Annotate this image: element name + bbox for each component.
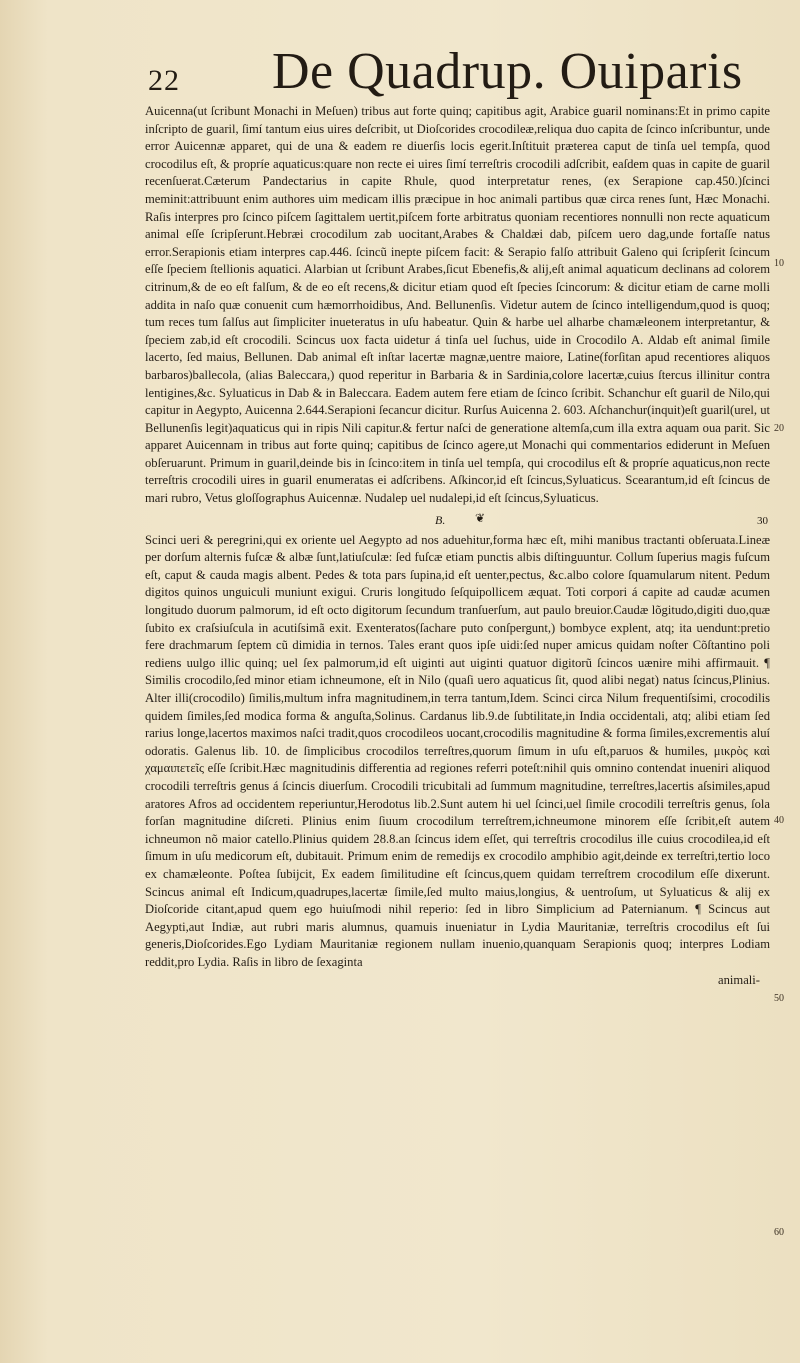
page-header — [140, 42, 760, 104]
signature-right: 30 — [757, 514, 768, 527]
catchword: animali- — [718, 972, 760, 987]
margin-number: 50 — [774, 993, 784, 1004]
text-body — [145, 103, 770, 989]
margin-number: 60 — [774, 1227, 784, 1238]
running-title: De Quadrup. Ouiparis — [272, 43, 743, 100]
signature-row — [145, 510, 770, 532]
margin-number: 40 — [774, 815, 784, 826]
signature-mark: B. — [435, 512, 446, 527]
paragraph-2: Scinci ueri & peregrini,qui ex oriente uel Aegypto ad nos aduehitur,forma hæc eſt, mihi manibus tractanti obſeruata.Lineæ per dorſum alternis fuſcæ & albæ ſunt,latiuſculæ: ſed fuſcæ etiam punctis albis diſtinguuntur. Collum ſuperius magis fuſcum eſt, caput & cauda magis albent. Pedes & tota pars ſupina,id eſt uenter,pectus, &c.albo colore ſquamularum nitent. Pedum digitos quinos unguiculi muniunt exigui. Cruris longitudo ſeſquipollicem æquat. Toti corpori á capite ad caudæ acumen longitudo duorum palmorum, id eſt octo digitorum ſecundum tranſuerſum, aut paulo breuior.Caudæ lõgitudo,digiti duo,quæ ſubito ex craſsiuſcula in acutiſsimã exit. Exenteratos(ſachare puto conſpergunt,) bombyce explent, atq; ita uendunt:pretio fere drachmarum ſeptem cũ dimidia in ternos. Tales erant quos ipſe uidi:ſed nuper amicus quidam noſter Cõſtantino poli rediens uulgo illic quinq; uel ſex palmorum,id eſt uiginti aut uiginti quatuor digitorũ ſcincos uænire mihi affirmauit. ¶ Similis crocodilo,ſed minor etiam ichneumone, eſt in Nilo (quaſi uero aquaticus ſit, quod alibi negat) natus ſcincus,Plinius. Alter illi(crocodilo) ſimilis,multum infra magnitudinem,in terra tantum,Idem. Scinci circa Nilum frequentiſsimi, crocodilis quidem ſimiles,ſed modica forma & anguſta,Solinus. Cardanus lib.9.de ſubtilitate,in India occidentali, atq; alibi etiam ſed rarius longe,lacertos maximos naſci tradit,quos crocodileos uocant,crocodilis magnitudine & forma ſimiles,excrementis aluí odoratis. Galenus lib. 10. de ſimplicibus crocodilos terreſtres,quorum ſimum in uſu eſt,paruos & humiles, μικρὸς καὶ χαμαιπετεῖς eſſe ſcribit.Hæc magnitudinis differentia ad regiones referri poteſt:nihil quis omnino contendat inueniri aliquod crocodili terreſtris genus á ſcincis diuerſum. Crocodili tricubitali ad ſummum magnitudine, terreſtres,lacertis aſsimiles,apud aratores Afros ad occidentem reperiuntur,Herodotus lib.2.Sunt autem hi uel ſcinci,uel ſimile crocodili terreſtris genus, ſola forſan magnitudine diſcreti. Plinius enim ſiuum crocodilum terreſtrem,ichneumone minorem eſſe ſcribit,eſt autem ichneumon nõ maior catello.Plinius quidem 28.8.an ſcincus idem eſſet, qui terreſtris crocodilus ille cuius crocodilea,id eſt ſimum in uſu medicorum eſt, dubitauit. Primum enim de remedijs ex crocodilo amphibio agit,deinde ex terreſtri,tertio loco ex chamæleonte. Poſtea ſubijcit, Ex eadem ſimilitudine eſt ſcincus,quem quidam terreſtrem crocodilum eſſe dixerunt. Scincus animal eſt Indicum,quadrupes,lacertæ ſimile,ſed multo maius,longius, & uentroſum, ut Syluaticus & alij ex Dioſcoride citant,apud quem ego huiuſmodi nihil reperio: ſed in libro Simplicium ad Paternianum. ¶ Scincus aut Aegypti,aut Indiæ, aut rubri maris alumnus, quamuis inueniatur in Lydia Mauritaniæ, terreſtris crocodilus eſt ſui generis,Dioſcorides.Ego Lydiam Mauritaniæ regionem nullam inuenio,quanquam Serapionis quoq; interpres Lodiam reddit,pro Lydia. Raſis in libro de ſexaginta — [145, 532, 770, 969]
margin-number: 10 — [774, 258, 784, 269]
ornament-icon: ❦ — [475, 510, 486, 525]
margin-number: 20 — [774, 423, 784, 434]
paragraph-1: Auicenna(ut ſcribunt Monachi in Meſuen) tribus aut forte quinq; capitibus agit, Arabice guaril nominans:Et in primo capite inſcripto de guaril, ſimí tantum eius uires deſcribit, ut Dioſcorides crocodileæ,reliqua duo capita de ſcinco inſcribuntur, unde error Auicennæ apparet, qui de una & eadem re diuerſis locis egerit.Inſtituit præterea caput de tinſa uel tempſa, quod crocodilus eſt, & propríe aquaticus:quare non recte ei uires ſimí terreſtris crocodili adſcribit, eaſdem quas in capite de guaril recenſuerat.Cæterum Pandectarius in capite Rhule, quod interpretatur renes, (ex Serapione cap.450.)ſcinci meminit:attribuunt enim authores uim medicam illis præcipue in hoc animali partibus quæ circa renes ſunt, Hæc Monachi. Raſis interpres pro ſcinco piſcem ſagittalem uertit,piſcem forte arbitratus quoniam recentiores nonnulli non recte aquaticum animal eſſe ſcripſerunt.Hebræi crocodilum zab uocitant,Arabes & Chaldæi dab, piſcem uero dag,unde fortaſſe natus error.Serapionis etiam interpres cap.446. ſcincũ inepte piſcem facit: & Serapio falſo attribuit Galeno qui ſcripſerit ſcincum eſſe ſpeciem ſtellionis aquatici. Alarbian ut ſcribunt Arabes,ſicut Ebenefis,& alij,eſt animal aquaticum declinans ad colorem citrinum,& de eo eſt falſum, & de eo eſt recens,& dicitur etiam quod eſt ſpecies ſcincorum: & dicitur etiam de carne molli addita in naſo quæ conuenit cum hæmorrhoidibus, And. Bellunenſis. Videtur autem de ſcinco intelligendum,quod is quoq; tum reces tum ſalſus aut ſimpliciter inueteratus in uſu habeatur. Quin & harbe uel alharbe chamæleonem interpretantur, & ſpeciem zab,id eſt crocodili. Scincus uox facta uidetur á tinſa uel ſuchus, uide in Crocodilo A. Aldab eſt animal ſimile lacerto, ſed maius, Bellunen. Dab animal eſt inſtar lacertæ magnæ,uentre maiore, Latine(forſitan apud recentiores aliquos barbaros)ballecola, (alias Baleccara,) quod reperitur in Barbaria & in Sardinia,colore lacertæ,cuius ſtercus illinitur contra lentigines,&c. Syluaticus in Dab & in Baleccara. Eadem autem fere etiam de ſcinco ſcribit. Schanchur eſt guaril de Nilo,qui capitur in Aegypto, Auicenna 2.644.Serapioni ſecancur dicitur. Rurſus Auicenna 2. 603. Aſchanchur(inquit)eſt guaril(urel, ut Bellunenſis legit)aquaticus qui in ripis Nili capitur.& fertur naſci de generatione altemſa,cum illa extra aquam oua parit. Sic apparet Auicennam in tribus aut forte quinq; capitibus de ſcinco agere,ut Monachi qui commentarios ediderunt in Meſuen obſeruarunt. Primum in guaril,deinde bis in ſcinco:item in tinſa uel tempſa, qui crocodilus eſt & propríe aquaticus,non recte terreſtris crocodili uires in guaril enumeratas ei adſcribens. Aſkincor,id eſt ſcincus,Syluaticus. Scearantum,id eſt ſcincus de mari rubro, Vetus gloſſographus Auicennæ. Nudalep uel nudalepi,id eſt ſcincus,Syluaticus. — [145, 104, 770, 506]
page-number: 22 — [148, 64, 180, 97]
